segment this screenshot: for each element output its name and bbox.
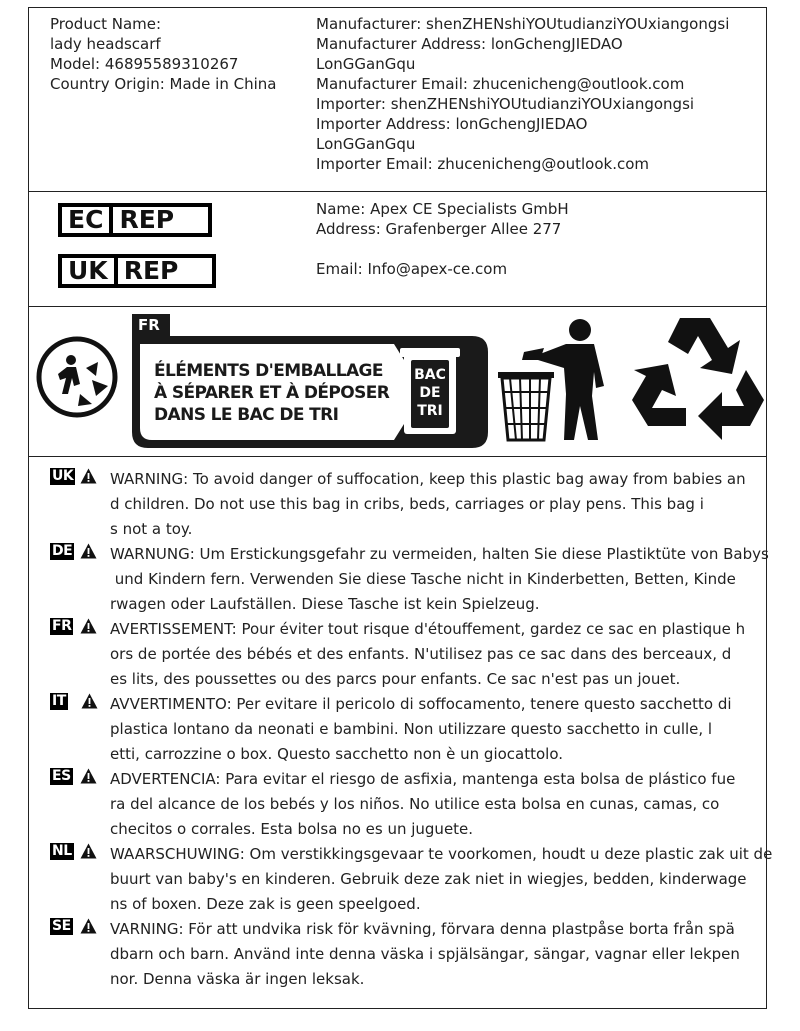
warning-text xyxy=(110,692,732,767)
warning-triangle-icon xyxy=(80,843,97,863)
language-badge: IT xyxy=(52,693,66,709)
triman-fr-tag: FR xyxy=(138,316,160,334)
bin-text-3: TRI xyxy=(417,403,443,419)
warning-line: buurt van baby's en kinderen. Gebruik deze zak niet in wiegjes, bedden, kinderwage xyxy=(110,870,747,888)
manufacturer-name: Manufacturer: shenZHENshiYOUtudianziYOUxiangongsi xyxy=(316,15,730,33)
triman-line-2: À SÉPARER ET À DÉPOSER xyxy=(154,383,390,403)
rep-name: Name: Apex CE Specialists GmbH xyxy=(316,200,569,218)
triman-line-1: ÉLÉMENTS D'EMBALLAGE xyxy=(154,361,383,381)
ec-rep-right: REP xyxy=(119,205,175,234)
language-badge: DE xyxy=(52,543,73,559)
rep-address: Address: Grafenberger Allee 277 xyxy=(316,220,562,238)
triman-line-3: DANS LE BAC DE TRI xyxy=(154,405,339,425)
warning-line: ns of boxen. Deze zak is geen speelgoed. xyxy=(110,895,421,913)
importer-address-2: LonGGanGqu xyxy=(316,135,416,153)
uk-rep-left: UK xyxy=(62,258,118,284)
manufacturer-address: Manufacturer Address: lonGchengJIEDAO xyxy=(316,35,623,53)
ec-rep-left: EC xyxy=(62,207,113,233)
product-name-value: lady headscarf xyxy=(50,35,161,53)
warning-line: und Kindern fern. Verwenden Sie diese Tasche nicht in Kinderbetten, Betten, Kinde xyxy=(110,570,736,588)
warning-text xyxy=(110,542,769,617)
tidyman-icon xyxy=(494,316,616,444)
manufacturer-email: Manufacturer Email: zhucenicheng@outlook.com xyxy=(316,75,685,93)
uk-rep-right: REP xyxy=(123,256,179,285)
language-badge: FR xyxy=(52,618,72,634)
importer-name: Importer: shenZHENshiYOUtudianziYOUxiangongsi xyxy=(316,95,695,113)
warning-line: WARNUNG: Um Erstickungsgefahr zu vermeiden, halten Sie diese Plastiktüte von Babys xyxy=(110,545,769,563)
language-badge: SE xyxy=(52,918,71,934)
triman-icon xyxy=(34,334,120,420)
warning-triangle-icon xyxy=(81,693,98,713)
warning-line: AVERTISSEMENT: Pour éviter tout risque d'étouffement, gardez ce sac en plastique h xyxy=(110,620,746,638)
product-name-label: Product Name: xyxy=(50,15,162,33)
warning-text xyxy=(110,617,745,692)
warning-line: ADVERTENCIA: Para evitar el riesgo de asfixia, mantenga esta bolsa de plástico fue xyxy=(110,770,736,788)
language-badge: ES xyxy=(52,768,71,784)
language-badge: UK xyxy=(52,468,74,484)
warning-triangle-icon xyxy=(80,618,97,638)
language-badge: NL xyxy=(52,843,72,859)
triman-info-box xyxy=(132,314,492,448)
importer-email: Importer Email: zhucenicheng@outlook.com xyxy=(316,155,650,173)
warning-line: nor. Denna väska är ingen leksak. xyxy=(110,970,365,988)
warning-triangle-icon xyxy=(80,543,97,563)
divider xyxy=(28,306,767,307)
warning-line: ors de portée des bébés et des enfants. N'utilisez pas ce sac dans des berceaux, d xyxy=(110,645,732,663)
warning-text xyxy=(110,842,772,917)
warning-line: WARNING: To avoid danger of suffocation, keep this plastic bag away from babies an xyxy=(110,470,746,488)
bac-de-tri-label xyxy=(411,366,449,420)
warning-triangle-icon xyxy=(80,468,97,488)
warning-triangle-icon xyxy=(80,768,97,788)
recycle-icon xyxy=(628,312,766,448)
warning-line: etti, carrozzine o box. Questo sacchetto non è un giocattolo. xyxy=(110,745,564,763)
warning-line: rwagen oder Laufställen. Diese Tasche ist kein Spielzeug. xyxy=(110,595,540,613)
divider xyxy=(28,191,767,192)
warning-line: plastica lontano da neonati e bambini. Non utilizzare questo sacchetto in culle, l xyxy=(110,720,713,738)
warning-text xyxy=(110,767,735,842)
country-origin: Country Origin: Made in China xyxy=(50,75,277,93)
warning-line: WAARSCHUWING: Om verstikkingsgevaar te voorkomen, houdt u deze plastic zak uit de xyxy=(110,845,773,863)
warning-triangle-icon xyxy=(80,918,97,938)
rep-email: Email: Info@apex-ce.com xyxy=(316,260,508,278)
warning-text xyxy=(110,917,740,992)
warning-line: checitos o corrales. Esta bolsa no es un juguete. xyxy=(110,820,474,838)
warning-line: VARNING: För att undvika risk för kvävning, förvara denna plastpåse borta från spä xyxy=(110,920,735,938)
manufacturer-address-2: LonGGanGqu xyxy=(316,55,416,73)
warning-line: s not a toy. xyxy=(110,520,193,538)
warning-line: ra del alcance de los bebés y los niños. No utilice esta bolsa en cunas, camas, co xyxy=(110,795,720,813)
bin-text-1: BAC xyxy=(414,367,446,383)
importer-address: Importer Address: lonGchengJIEDAO xyxy=(316,115,588,133)
model-number: Model: 46895589310267 xyxy=(50,55,239,73)
divider xyxy=(28,456,767,457)
warning-line: dbarn och barn. Använd inte denna väska i spjälsängar, sängar, vagnar eller lekpen xyxy=(110,945,740,963)
warning-line: AVVERTIMENTO: Per evitare il pericolo di soffocamento, tenere questo sacchetto di xyxy=(110,695,732,713)
uk-rep-logo xyxy=(58,254,216,288)
warning-line: es lits, des poussettes ou des parcs pour enfants. Ce sac n'est pas un jouet. xyxy=(110,670,681,688)
triman-text xyxy=(154,360,389,426)
warning-line: d children. Do not use this bag in cribs, beds, carriages or play pens. This bag i xyxy=(110,495,704,513)
ec-rep-logo xyxy=(58,203,212,237)
warning-text xyxy=(110,467,746,542)
bin-text-2: DE xyxy=(419,385,441,401)
